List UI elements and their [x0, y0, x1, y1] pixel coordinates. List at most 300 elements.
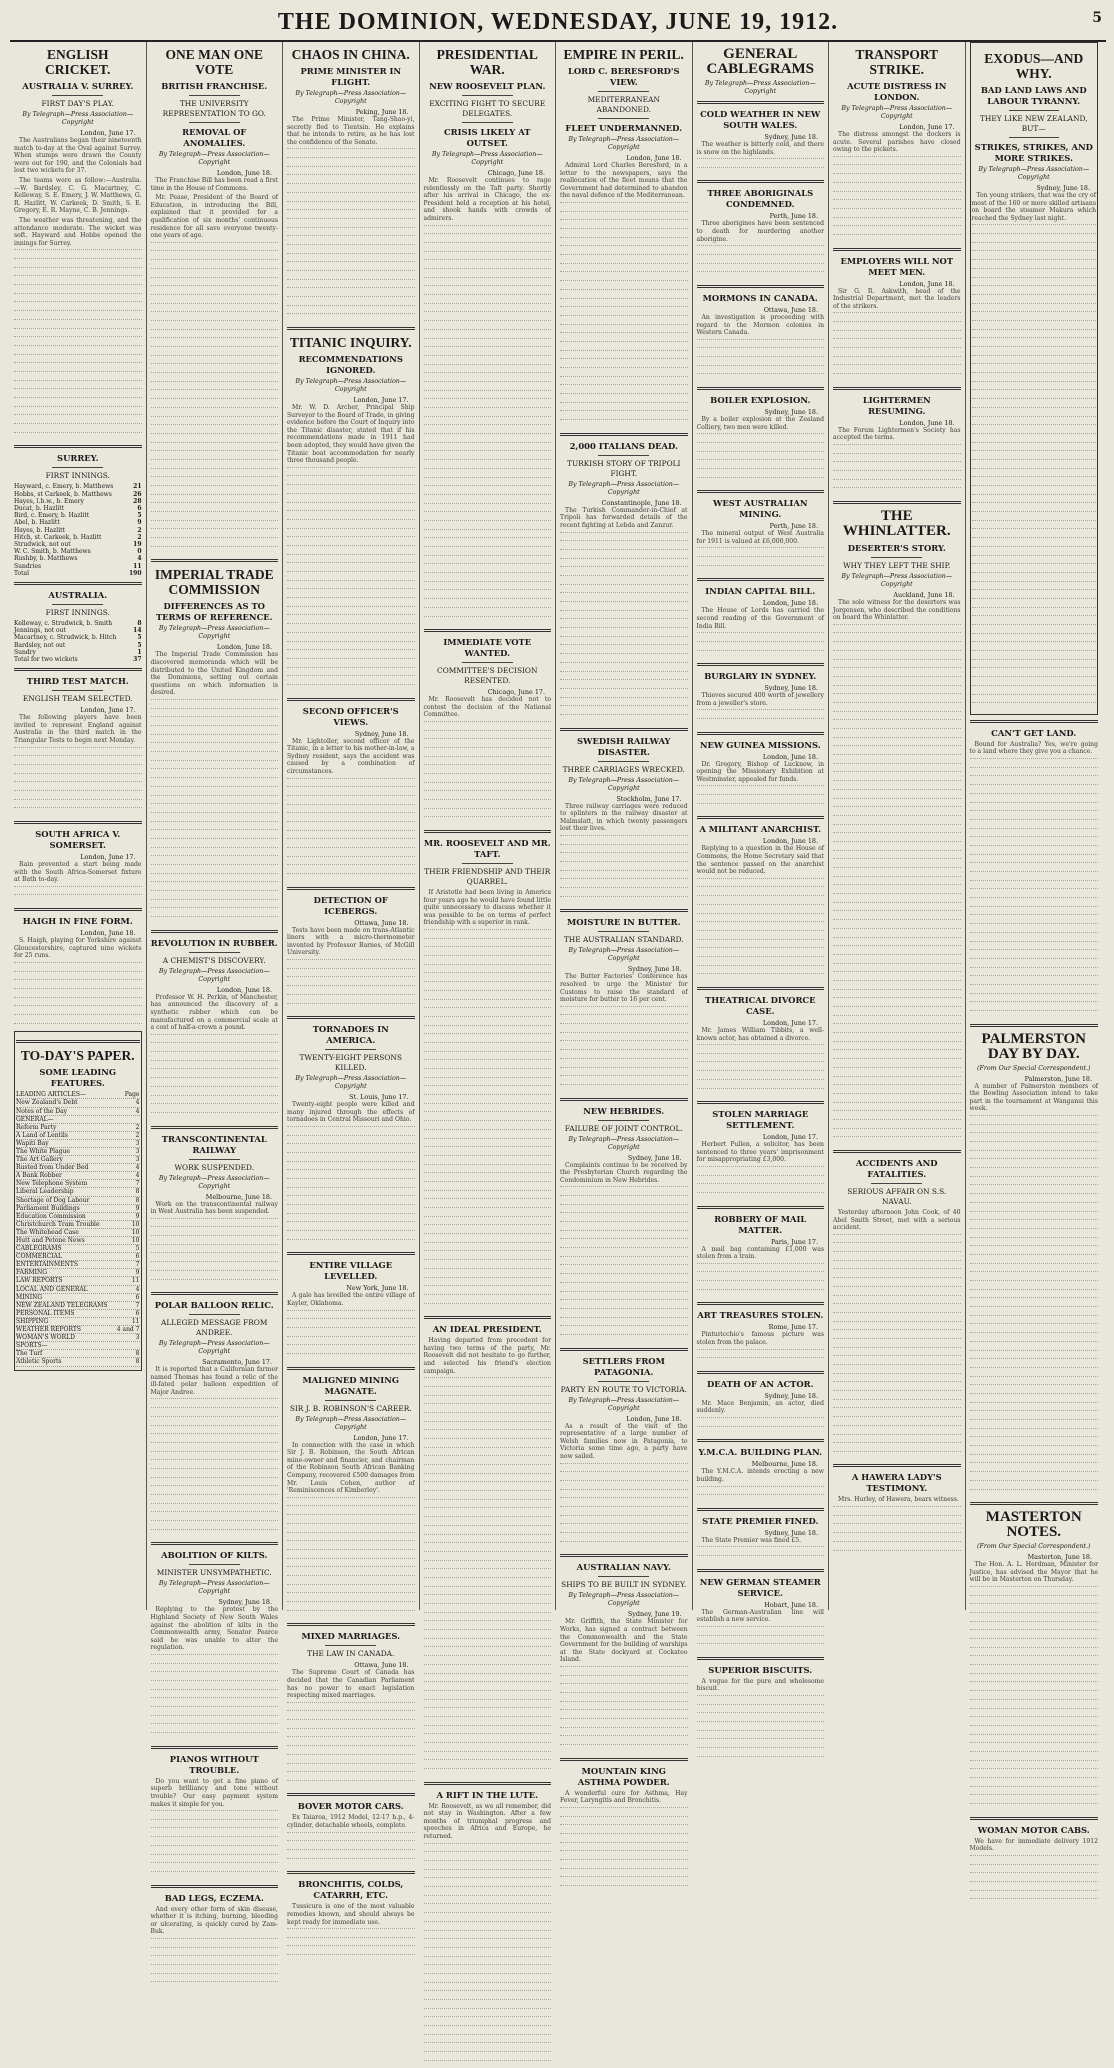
score-row — [14, 555, 142, 562]
article — [697, 578, 825, 658]
contents-page: 8 — [135, 1350, 140, 1358]
article — [970, 1024, 1099, 1498]
headline-rule — [189, 952, 240, 953]
score-batsman: Strudwick, not out — [14, 540, 71, 548]
body-text-line — [151, 1938, 279, 1947]
body-text-line — [151, 511, 279, 520]
headline-rule — [871, 1183, 922, 1184]
body-text-line — [424, 1294, 552, 1303]
body-text-line — [287, 562, 415, 571]
body-text-line — [833, 1049, 961, 1058]
body-text-line — [14, 781, 142, 790]
body-text-line — [970, 1315, 1099, 1324]
body-text-line — [833, 884, 961, 893]
article-paragraph: The House of Lords has carried the second reading of the Government of India Bill. — [696, 607, 824, 630]
article-byline: By Telegraph—Press Association—Copyright — [431, 151, 543, 166]
body-text-line — [833, 624, 961, 633]
body-text-line — [151, 485, 279, 494]
body-text-line — [424, 529, 552, 538]
body-text-line — [287, 296, 415, 305]
section-divider — [560, 433, 688, 436]
body-text-line — [697, 921, 825, 930]
body-text-line — [287, 830, 415, 839]
body-text-line — [560, 1885, 688, 1894]
article-byline: By Telegraph—Press Association—Copyright — [22, 111, 134, 126]
body-text-line — [833, 989, 961, 998]
body-text-line — [697, 1053, 825, 1062]
body-text-line — [697, 650, 825, 659]
body-text-line — [424, 1120, 552, 1129]
body-text-line — [287, 536, 415, 545]
headline-rule — [1009, 137, 1059, 138]
score-batsman: Kelleway, c. Strudwick, b. Smith — [14, 619, 113, 627]
contents-page: 4 — [135, 1164, 140, 1172]
score-batsman: Hayward, c. Emery, b. Matthews — [14, 483, 114, 491]
column-3 — [283, 42, 420, 1926]
article-subhead: 2,000 ITALIANS DEAD. — [569, 440, 678, 451]
body-text-line — [970, 1471, 1099, 1480]
article — [697, 1569, 825, 1652]
body-text-line — [287, 684, 415, 693]
article-dateline: Sacramento, June 17. — [202, 1358, 272, 1367]
body-text-line — [287, 1954, 415, 1963]
score-batsman: Bardsley, not out — [14, 641, 66, 649]
body-text-line — [697, 1626, 825, 1635]
body-text-line — [151, 855, 279, 864]
body-text-line — [972, 476, 1097, 485]
body-text-line — [970, 1280, 1099, 1289]
body-text-line — [697, 1555, 825, 1564]
body-text-line — [972, 641, 1097, 650]
body-text-line — [833, 338, 961, 347]
body-text-line — [560, 1683, 688, 1692]
body-text-line — [697, 442, 825, 451]
body-text-line — [972, 685, 1097, 694]
body-text-line — [151, 363, 279, 372]
body-text-line — [833, 693, 961, 702]
article — [287, 1016, 415, 1247]
body-text-line — [970, 1297, 1099, 1306]
body-text-line — [151, 1819, 279, 1828]
body-text-line — [424, 1386, 552, 1395]
body-text-line — [424, 1377, 552, 1386]
article-byline: By Telegraph—Press Association—Copyright — [568, 947, 680, 963]
contents-title: GENERAL— — [16, 1115, 54, 1123]
article — [833, 501, 961, 1145]
body-text-line — [833, 650, 961, 659]
article-subhead: PRIME MINISTER IN FLIGHT. — [300, 66, 402, 87]
body-text-line — [424, 1982, 552, 1991]
article-subhead: A RIFT IN THE LUTE. — [436, 1789, 539, 1800]
article-byline: By Telegraph—Press Association—Copyright — [295, 378, 407, 394]
article-dateline: London, June 18. — [899, 279, 955, 288]
body-text-line — [833, 1373, 961, 1382]
body-text-line — [287, 1736, 415, 1745]
article — [287, 1871, 415, 1962]
headline-rule — [598, 761, 649, 762]
body-text-line — [424, 1930, 552, 1939]
body-text-line — [560, 1075, 688, 1084]
body-text-line — [424, 1551, 552, 1560]
body-text-line — [560, 1692, 688, 1701]
body-text-line — [14, 301, 142, 310]
body-text-line — [697, 1546, 825, 1555]
body-text-line — [287, 1003, 415, 1012]
contents-item — [16, 1116, 140, 1124]
body-text-line — [424, 1664, 552, 1673]
score-batsman: W. C. Smith, b. Matthews — [14, 548, 91, 556]
body-text-line — [287, 218, 415, 227]
body-text-line — [287, 261, 415, 270]
body-text-line — [424, 294, 552, 303]
body-text-line — [151, 337, 279, 346]
body-text-line — [833, 208, 961, 217]
article-paragraph: Admiral Lord Charles Beresford, in a letter to the newspapers, says the reallocation of the fleet means that the Government had determined to abandon the naval defence of the Mediterranean. — [560, 162, 688, 200]
body-text-line — [151, 311, 279, 320]
body-text-line — [972, 311, 1097, 320]
body-text-line — [972, 407, 1097, 416]
section-divider — [697, 578, 825, 581]
body-text-line — [151, 1732, 279, 1741]
article-paragraph: The German-Australian line will establish a new service. — [696, 1608, 824, 1624]
article-paragraph: If Aristotle had been living in America four years ago he would have found little quite unnecessary to discuss whether it was possible to be on terms of perfect friendship with a superior in rank. — [423, 889, 551, 927]
body-text-line — [970, 932, 1099, 941]
body-text-line — [560, 1291, 688, 1300]
body-text-line — [560, 575, 688, 584]
body-text-line — [424, 477, 552, 486]
body-text-line — [560, 1859, 688, 1868]
body-text-line — [833, 1067, 961, 1076]
body-text-line — [424, 2016, 552, 2025]
body-text-line — [424, 372, 552, 381]
article — [560, 1098, 688, 1343]
body-text-line — [697, 1289, 825, 1298]
article-paragraph: The sole witness for the deserters was Jorgensen, who described the conditions on board the Whinlatter. — [833, 598, 961, 622]
score-runs: 2 — [137, 533, 142, 541]
section-divider — [287, 1793, 415, 1796]
headline-rule — [52, 604, 103, 605]
section-divider — [697, 101, 825, 104]
body-text-line — [970, 793, 1099, 802]
body-text-line — [424, 1690, 552, 1699]
article-dateline: London, June 18. — [762, 837, 818, 846]
body-text-line — [287, 580, 415, 589]
body-text-line — [970, 1202, 1099, 1211]
article-subhead: GENERAL CABLEGRAMS — [706, 46, 814, 77]
body-text-line — [287, 1849, 415, 1858]
body-text-line — [833, 321, 961, 330]
contents-item — [16, 1229, 140, 1237]
contents-page: Page — [124, 1091, 140, 1099]
body-text-line — [151, 1680, 279, 1689]
body-text-line — [151, 372, 279, 381]
contents-item — [16, 1261, 140, 1269]
body-text-line — [151, 777, 279, 786]
body-text-line — [560, 367, 688, 376]
body-text-line — [697, 785, 825, 794]
article — [560, 1554, 688, 1752]
body-text-line — [972, 676, 1097, 685]
section-divider — [560, 1758, 688, 1761]
body-text-line — [287, 632, 415, 641]
body-text-line — [560, 1221, 688, 1230]
body-text-line — [287, 1540, 415, 1549]
article — [287, 1367, 415, 1619]
body-text-line — [560, 1317, 688, 1326]
body-text-line — [287, 1840, 415, 1849]
article — [151, 1292, 279, 1537]
body-text-line — [151, 381, 279, 390]
contents-title: Notes of the Day — [16, 1107, 68, 1115]
body-text-line — [697, 1721, 825, 1730]
body-text-line — [833, 1312, 961, 1321]
body-text-line — [560, 1868, 688, 1877]
article-byline: By Telegraph—Press Association—Copyright — [295, 90, 407, 105]
body-text-line — [287, 1575, 415, 1584]
body-text-line — [560, 219, 688, 228]
body-text-line — [151, 450, 279, 459]
body-text-line — [972, 633, 1097, 642]
body-text-line — [424, 1059, 552, 1068]
body-text-line — [560, 679, 688, 688]
article — [697, 1371, 825, 1434]
article — [424, 47, 552, 624]
body-text-line — [287, 1710, 415, 1719]
body-text-line — [560, 584, 688, 593]
article-dateline: Ottawa, June 18. — [354, 918, 409, 927]
body-text-line — [424, 233, 552, 242]
body-text-line — [151, 1218, 279, 1227]
article-dateline: Perth, June 18. — [769, 212, 818, 221]
body-text-line — [970, 1855, 1099, 1864]
body-text-line — [424, 1560, 552, 1569]
contents-item — [16, 1148, 140, 1156]
body-text-line — [151, 424, 279, 433]
article — [287, 698, 415, 882]
article-paragraph: A number of Palmerston members of the Bowling Association intend to take part in the tournament at Wanganui this week. — [969, 1082, 1098, 1113]
article-subhead: STATE PREMIER FINED. — [702, 1515, 819, 1526]
body-text-line — [424, 459, 552, 468]
headline-rule — [598, 91, 649, 92]
column-8 — [966, 42, 1103, 1853]
section-divider — [697, 180, 825, 183]
body-text-line — [833, 1084, 961, 1093]
article-subhead: AUSTRALIAN NAVY. — [576, 1562, 671, 1573]
body-text-line — [287, 856, 415, 865]
body-text-line — [833, 1286, 961, 1295]
body-text-line — [970, 1150, 1099, 1159]
body-text-line — [560, 1876, 688, 1885]
article-dateline: Palmerston, June 18. — [1024, 1074, 1092, 1083]
body-text-line — [560, 1506, 688, 1515]
body-text-line — [697, 886, 825, 895]
body-text-line — [151, 881, 279, 890]
article-subhead: MINISTER UNSYMPATHETIC. — [156, 1568, 272, 1578]
article-dateline: Ottawa, June 18. — [354, 1661, 409, 1670]
body-text-line — [424, 598, 552, 607]
article-paragraph: The Hon. A. L. Herdman, Minister for Justice, has advised the Mayor that he will be in Masterton on Thursday. — [969, 1561, 1098, 1584]
body-text-line — [970, 1184, 1099, 1193]
body-text-line — [14, 747, 142, 756]
body-text-line — [424, 1947, 552, 1956]
body-text-line — [833, 676, 961, 685]
body-text-line — [424, 1725, 552, 1734]
body-text-line — [14, 267, 142, 276]
article-subhead: SUPERIOR BISCUITS. — [708, 1664, 813, 1675]
headline-rule — [189, 1564, 240, 1565]
body-text-line — [970, 1393, 1099, 1402]
article-subhead: SWEDISH RAILWAY DISASTER. — [576, 735, 671, 757]
body-text-line — [560, 1735, 688, 1744]
body-text-line — [424, 1438, 552, 1447]
body-text-line — [151, 916, 279, 925]
body-text-line — [560, 306, 688, 315]
body-text-line — [560, 705, 688, 714]
body-text-line — [14, 1023, 142, 1032]
contents-title: WOMAN'S WORLD — [16, 1334, 75, 1342]
article — [287, 887, 415, 1011]
section-divider — [287, 1016, 415, 1019]
contents-item — [16, 1108, 140, 1116]
masthead-title: THE DOMINION, WEDNESDAY, JUNE 19, 1912. — [277, 9, 839, 35]
body-text-line — [560, 610, 688, 619]
body-text-line — [560, 1282, 688, 1291]
body-text-line — [970, 880, 1099, 889]
body-text-line — [151, 1845, 279, 1854]
body-text-line — [833, 1364, 961, 1373]
article — [697, 1206, 825, 1298]
contents-item — [16, 1132, 140, 1140]
body-text-line — [970, 1586, 1099, 1595]
body-text-line — [970, 854, 1099, 863]
body-text-line — [833, 191, 961, 200]
article-subhead: TORNADOES IN AMERICA. — [312, 1024, 389, 1046]
body-text-line — [151, 285, 279, 294]
article-subhead: DEATH OF AN ACTOR. — [706, 1378, 814, 1389]
body-text-line — [424, 1181, 552, 1190]
article-subhead: SOUTH AFRICA V. SOMERSET. — [35, 828, 121, 850]
article-byline: By Telegraph—Press Association—Copyright — [295, 1075, 407, 1091]
body-text-line — [970, 1794, 1099, 1803]
article-subhead: INDIAN CAPITAL BILL. — [705, 586, 816, 597]
article-paragraph: The distress amongst the dockers is acute. Several parishes have closed owing to the pickets. — [833, 131, 961, 154]
body-text-line — [424, 1612, 552, 1621]
body-text-line — [424, 730, 552, 739]
article-subhead: NEW HEBRIDES. — [583, 1105, 665, 1116]
body-text-line — [833, 1234, 961, 1243]
body-text-line — [287, 641, 415, 650]
contents-page: 7 — [135, 1180, 140, 1188]
body-text-line — [424, 929, 552, 938]
body-text-line — [970, 984, 1099, 993]
article-subhead: FIRST INNINGS. — [45, 471, 110, 481]
body-text-line — [151, 1226, 279, 1235]
body-text-line — [697, 245, 825, 254]
article — [560, 1348, 688, 1550]
article-paragraph: Mr. Pease, President of the Board of Education, in introducing the Bill, explained that it provided for a qualification of six months' continuous residence for all save everyone twenty-one years of age. — [150, 194, 278, 240]
body-text-line — [287, 847, 415, 856]
article-subhead: STRIKES, STRIKES, AND MORE STRIKES. — [974, 142, 1093, 163]
body-text-line — [287, 838, 415, 847]
article-headline: IMPERIAL TRADE COMMISSION — [154, 567, 274, 598]
contents-title: LEADING ARTICLES— — [16, 1091, 87, 1099]
section-divider — [970, 1024, 1099, 1027]
body-text-line — [833, 789, 961, 798]
contents-title: WEATHER REPORTS — [16, 1326, 81, 1334]
score-runs: 5 — [137, 634, 142, 642]
article-subhead: COLD WEATHER IN NEW SOUTH WALES. — [700, 109, 821, 130]
score-runs: 5 — [137, 641, 142, 649]
body-text-line — [833, 1355, 961, 1364]
score-batsman: Rushby, b. Matthews — [14, 555, 78, 563]
article-paragraph: By a boiler explosion at the Zealand Colliery, two men were killed. — [696, 416, 824, 431]
article-paragraph: Mrs. Hurley, of Hawera, bears witness. — [838, 1496, 959, 1504]
body-text-line — [151, 320, 279, 329]
body-text-line — [287, 1728, 415, 1737]
body-text-line — [151, 1955, 279, 1964]
body-text-line — [970, 1402, 1099, 1411]
body-text-line — [972, 572, 1097, 581]
body-text-line — [833, 1032, 961, 1041]
article-headline: CHAOS IN CHINA. — [291, 47, 410, 62]
body-text-line — [833, 1407, 961, 1416]
article — [14, 1031, 142, 1370]
headline-rule — [871, 557, 922, 558]
body-text-line — [560, 566, 688, 575]
article-subhead: AN IDEAL PRESIDENT. — [432, 1324, 542, 1335]
section-divider — [697, 1439, 825, 1442]
article-subhead: SECOND OFFICER'S VIEWS. — [302, 705, 399, 727]
article-byline: (From Our Special Correspondent.) — [977, 1543, 1091, 1551]
body-text-line — [424, 303, 552, 312]
body-text-line — [151, 268, 279, 277]
body-text-line — [151, 407, 279, 416]
body-text-line — [970, 1410, 1099, 1419]
body-text-line — [560, 1308, 688, 1317]
score-batsman: Hitch, st. Carkeek, b. Hazlitt — [14, 533, 102, 541]
section-divider — [287, 698, 415, 701]
article-subhead: TWENTY-EIGHT PERSONS KILLED. — [299, 1053, 402, 1073]
body-text-line — [287, 244, 415, 253]
score-runs: 11 — [133, 562, 142, 570]
article-byline: (From Our Special Correspondent.) — [977, 1064, 1091, 1072]
body-text-line — [972, 242, 1097, 251]
body-text-line — [970, 1638, 1099, 1647]
body-text-line — [287, 1505, 415, 1514]
article-subhead: DETECTION OF ICEBERGS. — [313, 894, 388, 916]
article-paragraph: The State Premier was fined £5. — [701, 1536, 802, 1544]
body-text-line — [970, 897, 1099, 906]
body-text-line — [424, 450, 552, 459]
body-text-line — [424, 1869, 552, 1878]
section-divider — [560, 1348, 688, 1351]
score-runs: 190 — [128, 569, 142, 577]
contents-item — [16, 1180, 140, 1188]
body-text-line — [972, 659, 1097, 668]
body-text-line — [560, 393, 688, 402]
body-text-line — [833, 1451, 961, 1460]
body-text-line — [287, 313, 415, 322]
body-text-line — [424, 1285, 552, 1294]
body-text-line — [14, 971, 142, 980]
article-paragraph: The Turkish Commander-in-Chief at Tripoli has forwarded details of the recent fighting at Lebda and Zanzur. — [560, 506, 688, 529]
contents-page: 3 — [135, 1147, 140, 1155]
body-text-line — [560, 419, 688, 428]
body-text-line — [833, 182, 961, 191]
body-text-line — [560, 1256, 688, 1265]
body-text-line — [151, 734, 279, 743]
body-text-line — [424, 990, 552, 999]
